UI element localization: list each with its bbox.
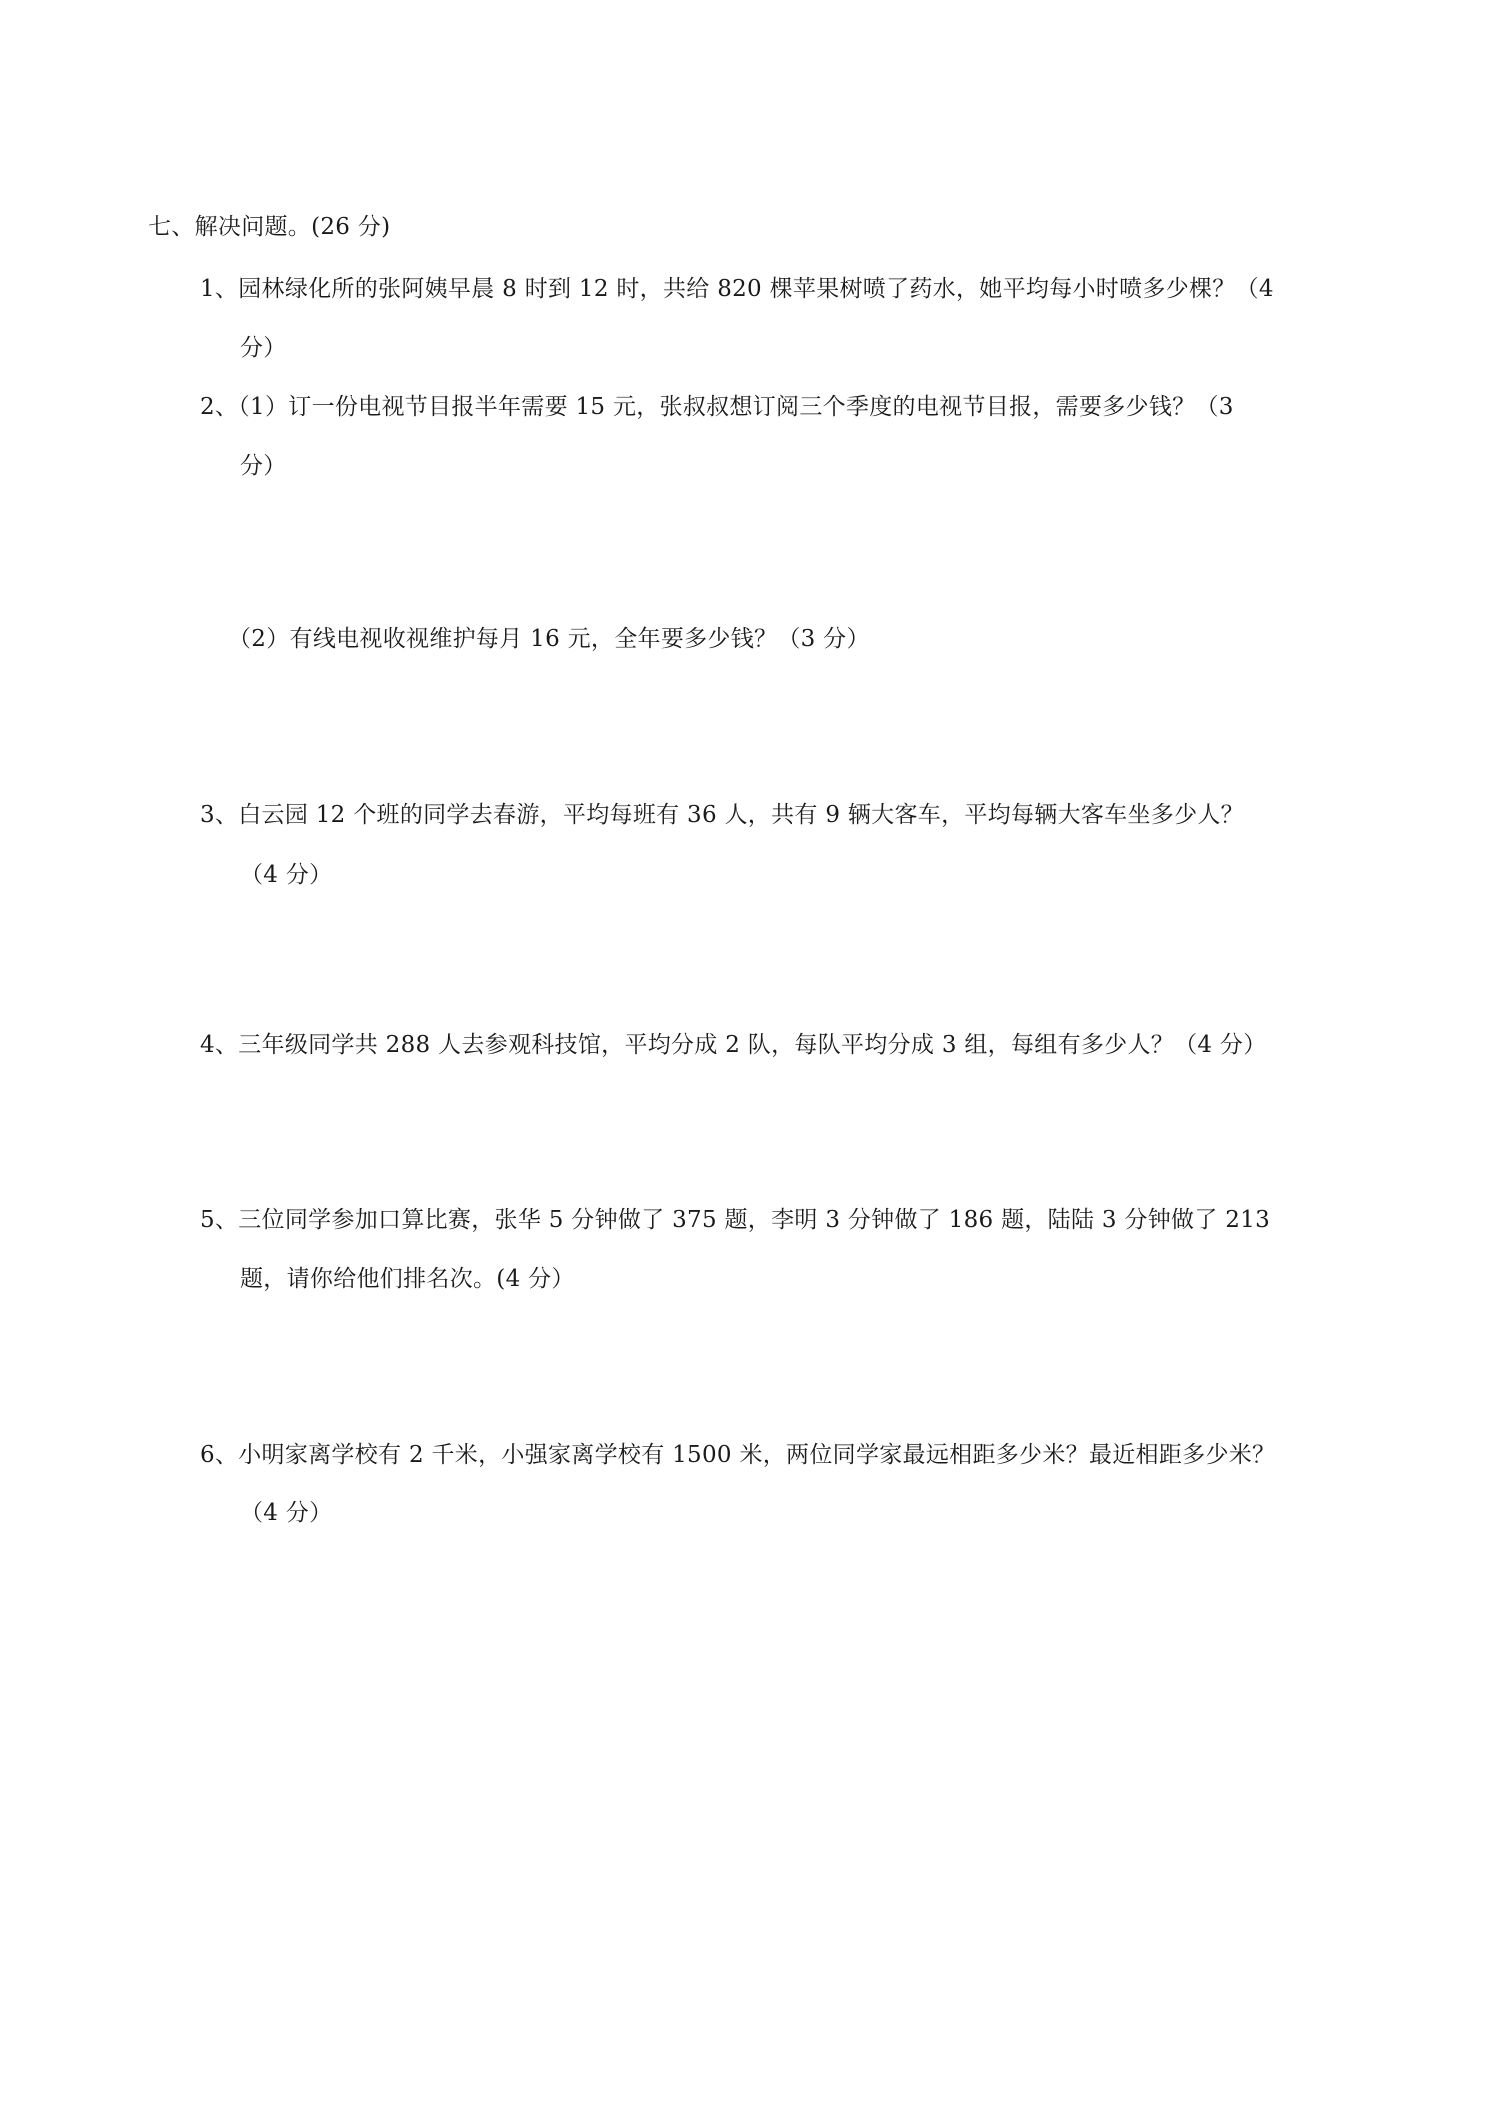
question-2-1-line-1: 2、（1）订一份电视节目报半年需要 15 元，张叔叔想订阅三个季度的电视节目报，需要多少钱？（3: [200, 394, 1234, 420]
question-2-2-line-1: （2）有线电视收视维护每月 16 元，全年要多少钱？（3 分）: [228, 626, 870, 652]
question-6-line-2: （4 分）: [240, 1500, 333, 1526]
question-3-line-2: （4 分）: [240, 862, 333, 888]
question-1-line-1: 1、园林绿化所的张阿姨早晨 8 时到 12 时，共给 820 棵苹果树喷了药水，她平均每小时喷多少棵？（4: [200, 276, 1274, 302]
question-5-line-2: 题，请你给他们排名次。(4 分）: [240, 1266, 575, 1292]
question-2-1-line-2: 分）: [240, 453, 287, 479]
question-6-line-1: 6、小明家离学校有 2 千米，小强家离学校有 1500 米，两位同学家最远相距多少米？最近相距多少米？: [200, 1442, 1276, 1468]
question-4-line-1: 4、三年级同学共 288 人去参观科技馆，平均分成 2 队，每队平均分成 3 组，每组有多少人？（4 分）: [200, 1032, 1267, 1058]
question-5-line-1: 5、三位同学参加口算比赛，张华 5 分钟做了 375 题，李明 3 分钟做了 186 题，陆陆 3 分钟做了 213: [200, 1207, 1271, 1233]
question-1-line-2: 分）: [240, 335, 287, 361]
section-title: 七、解决问题。(26 分): [148, 214, 391, 240]
question-3-line-1: 3、白云园 12 个班的同学去春游，平均每班有 36 人，共有 9 辆大客车，平均每辆大客车坐多少人？: [200, 802, 1244, 828]
